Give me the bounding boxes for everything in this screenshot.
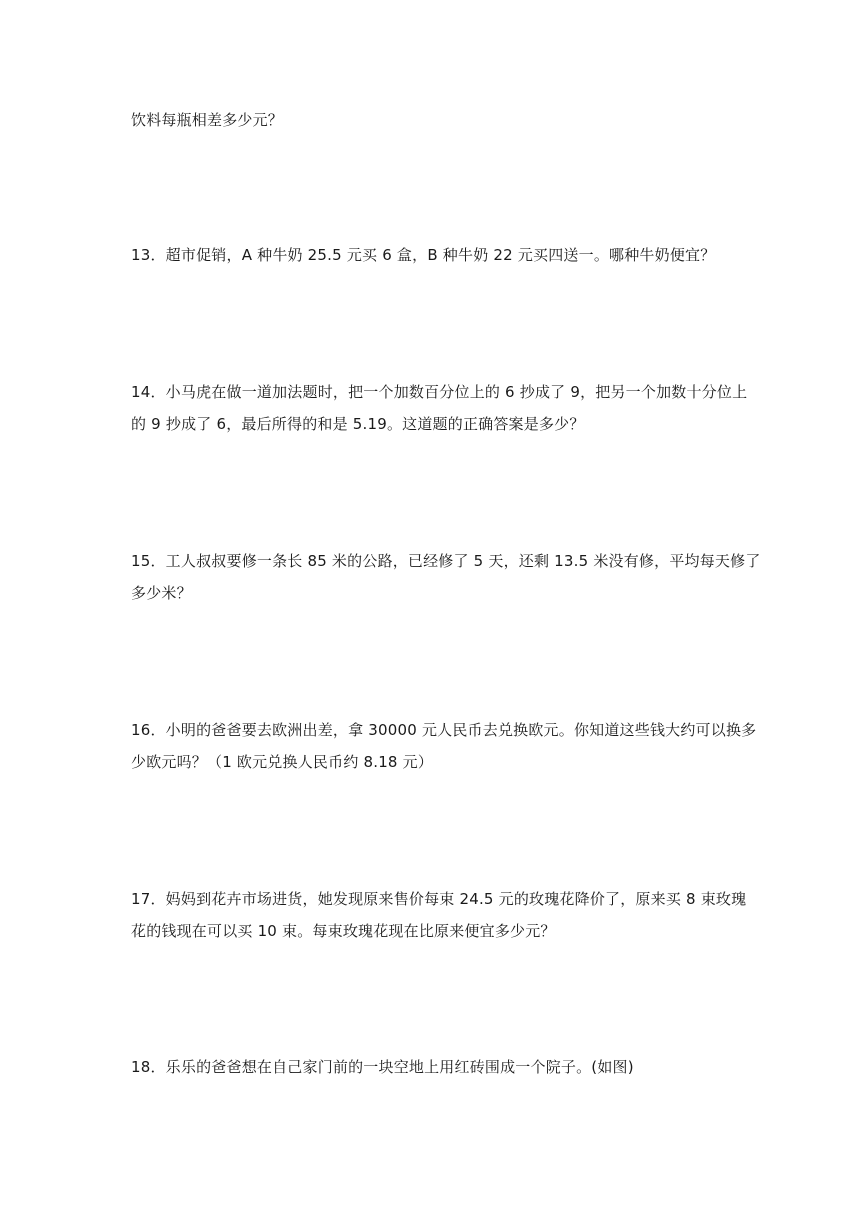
problem-15-line-1: 15．工人叔叔要修一条长 85 米的公路，已经修了 5 天，还剩 13.5 米没有修，平均每天修了 — [131, 552, 761, 570]
problem-15-line-2: 多少米？ — [131, 584, 192, 602]
problem-18: 18．乐乐的爸爸想在自己家门前的一块空地上用红砖围成一个院子。(如图) — [131, 1058, 634, 1076]
problem-17-line-1: 17．妈妈到花卉市场进货，她发现原来售价每束 24.5 元的玫瑰花降价了，原来买 8 束玫瑰 — [131, 890, 747, 908]
problem-13: 13．超市促销，A 种牛奶 25.5 元买 6 盒，B 种牛奶 22 元买四送一。哪种牛奶便宜？ — [131, 246, 716, 264]
problem-14-line-2: 的 9 抄成了 6，最后所得的和是 5.19。这道题的正确答案是多少？ — [131, 415, 585, 433]
problem-16-line-1: 16．小明的爸爸要去欧洲出差，拿 30000 元人民币去兑换欧元。你知道这些钱大约可以换多 — [131, 721, 757, 739]
problem-17-line-2: 花的钱现在可以买 10 束。每束玫瑰花现在比原来便宜多少元？ — [131, 922, 556, 940]
problem-12-continuation: 饮料每瓶相差多少元？ — [131, 111, 284, 129]
problem-16-line-2: 少欧元吗？（1 欧元兑换人民币约 8.18 元） — [131, 753, 434, 771]
problem-14-line-1: 14．小马虎在做一道加法题时，把一个加数百分位上的 6 抄成了 9，把另一个加数十分位上 — [131, 383, 748, 401]
